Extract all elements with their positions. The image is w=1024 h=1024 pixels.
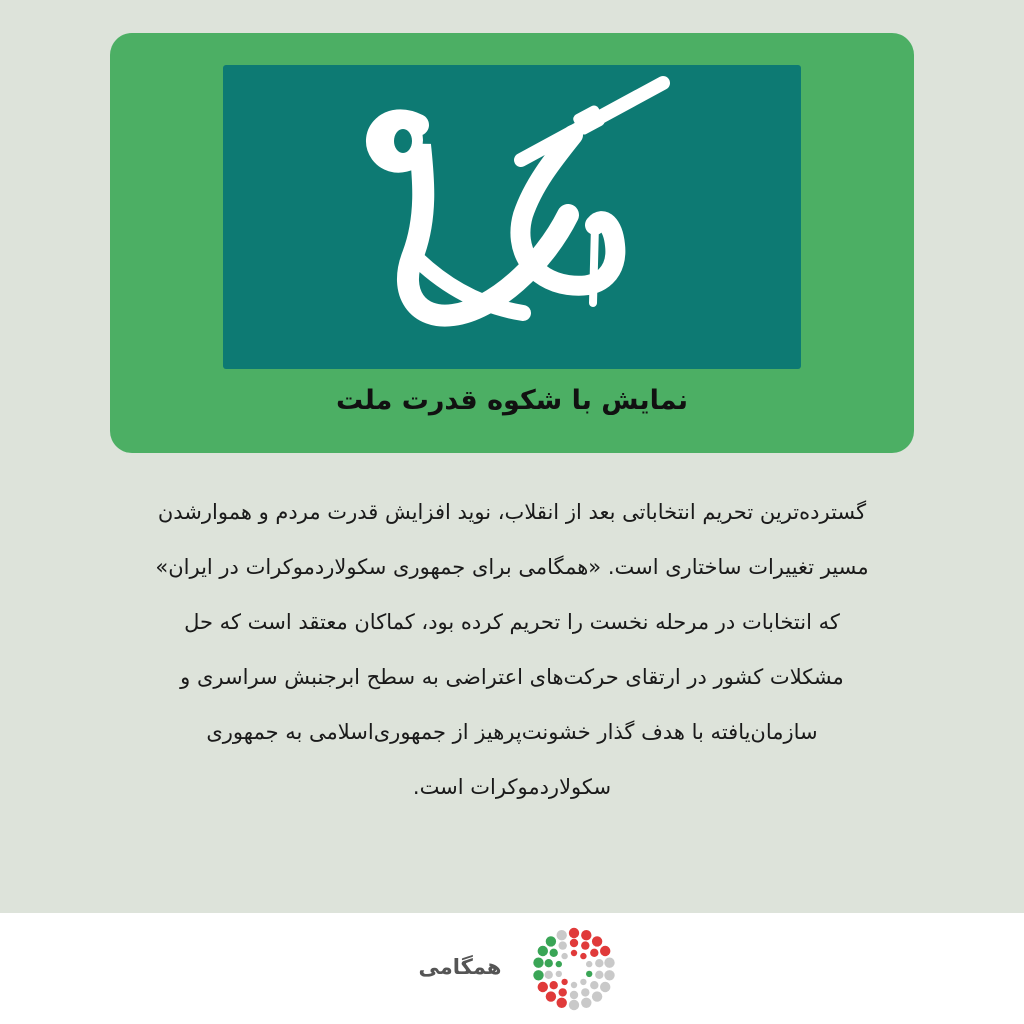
logo-dot <box>581 941 589 949</box>
body-line: سکولاردموکرات است. <box>412 775 612 799</box>
logo-dot <box>556 971 562 977</box>
body-line: سازمان‌یافته با هدف گذار خشونت‌پرهیز از جمهوری‌اسلامی به جمهوری <box>206 720 818 744</box>
logo-dot <box>592 936 602 946</box>
logo-dot <box>581 998 591 1008</box>
card-title: نمایش با شکوه قدرت ملت <box>336 385 688 416</box>
logo-dot <box>570 991 578 999</box>
body-paragraph <box>20 485 1004 815</box>
logo-dot <box>538 982 548 992</box>
logo-dot <box>600 982 610 992</box>
logo-dot <box>545 959 553 967</box>
dotted-circle-logo-icon <box>532 927 616 1011</box>
logo-dot <box>571 982 577 988</box>
logo-dot <box>557 998 567 1008</box>
logo-dot <box>550 981 558 989</box>
logo-dot <box>559 988 567 996</box>
logo-dot <box>545 971 553 979</box>
logo-dot <box>556 961 562 967</box>
headline-card <box>110 33 914 453</box>
logo-dot <box>538 946 548 956</box>
logo-dot <box>590 949 598 957</box>
logo-dot <box>571 950 577 956</box>
logo-dot <box>590 981 598 989</box>
logo-dot <box>595 971 603 979</box>
logo-dot <box>586 961 592 967</box>
logo-dot <box>586 971 592 977</box>
logo-dot <box>557 930 567 940</box>
logo-dot <box>581 930 591 940</box>
body-line: که انتخابات در مرحله نخست را تحریم کرده بود، کماکان معتقد است که حل <box>184 610 840 634</box>
hamgami-calligraphy-icon <box>223 65 801 369</box>
emblem-panel <box>223 65 801 369</box>
body-line: مشکلات کشور در ارتقای حرکت‌های اعتراضی به سطح ابرجنبش سراسری و <box>180 665 844 689</box>
logo-dot <box>561 979 567 985</box>
logo-dot <box>533 958 543 968</box>
logo-dot <box>592 991 602 1001</box>
logo-dot <box>546 991 556 1001</box>
logo-dot <box>533 970 543 980</box>
logo-dot <box>569 928 579 938</box>
logo-dot <box>581 988 589 996</box>
logo-dot <box>570 939 578 947</box>
logo-dot <box>595 959 603 967</box>
logo-dot <box>604 958 614 968</box>
logo-dot <box>580 979 586 985</box>
logo-dot <box>546 936 556 946</box>
body-line: مسیر تغییرات ساختاری است. «همگامی برای جمهوری سکولاردموکرات در ایران» <box>155 555 869 579</box>
logo-dot <box>600 946 610 956</box>
brand-name: همگامی <box>418 955 502 979</box>
logo-dot <box>559 941 567 949</box>
logo-dot <box>604 970 614 980</box>
logo-dot <box>550 949 558 957</box>
logo-dot <box>569 1000 579 1010</box>
body-line: گسترده‌ترین تحریم انتخاباتی بعد از انقلاب، نوید افزایش قدرت مردم و هموارشدن <box>157 500 867 524</box>
logo-dot <box>580 953 586 959</box>
logo-dot <box>561 953 567 959</box>
footer-bar <box>0 913 1024 1024</box>
